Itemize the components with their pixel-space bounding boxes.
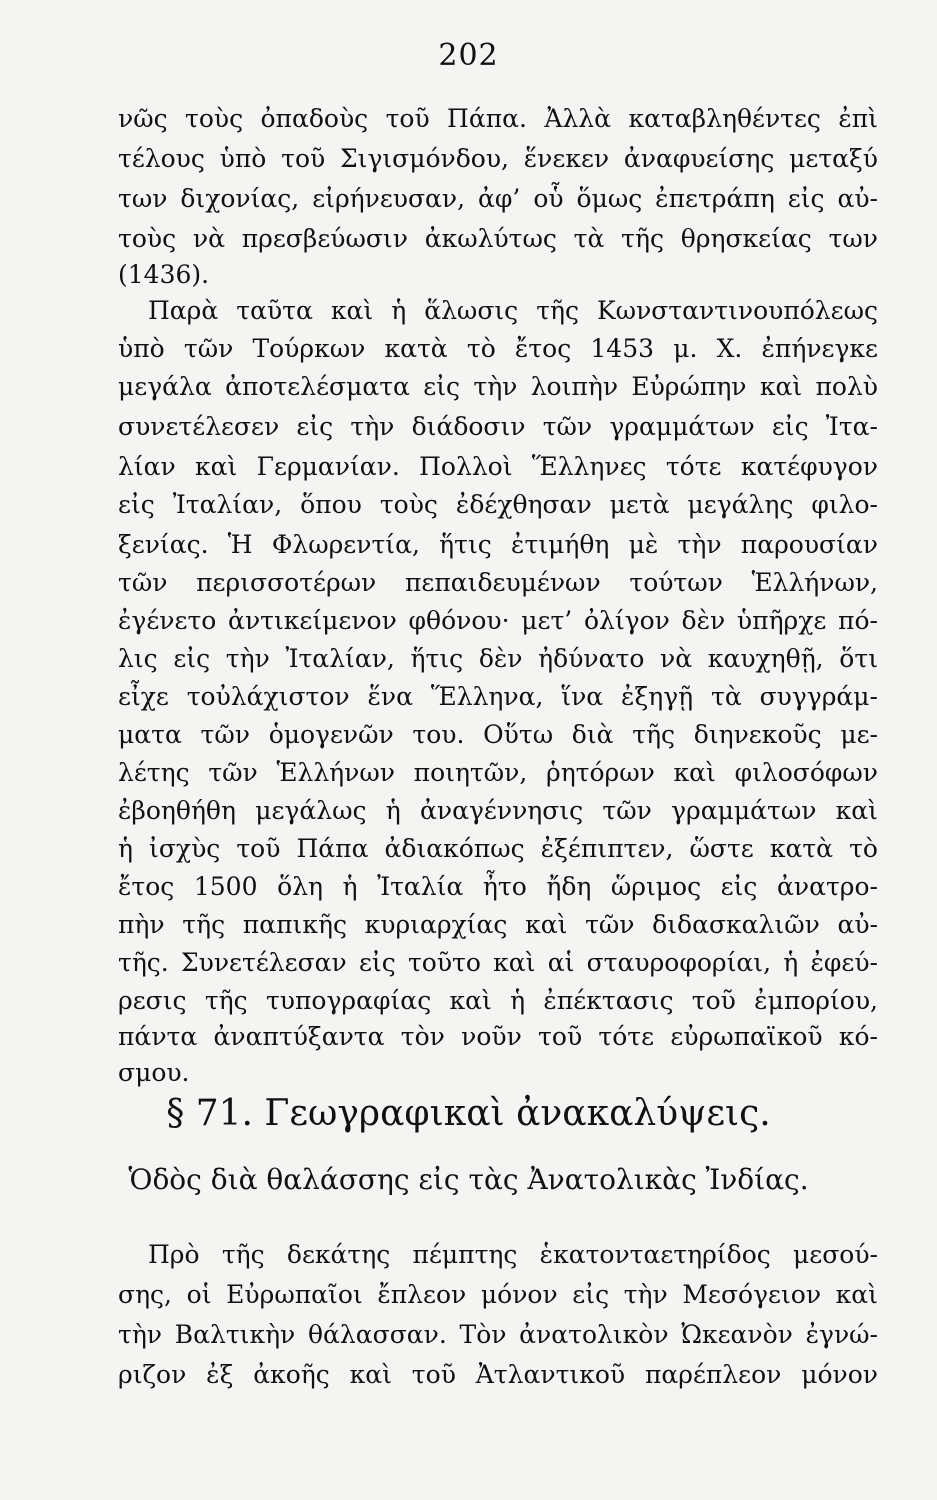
text-line: πάντα ἀναπτύξαντα τὸν νοῦν τοῦ τότε εὐρωπαϊκοῦ κό- (118, 1022, 878, 1051)
text-line: Πρὸ τῆς δεκάτης πέμπτης ἑκατονταετηρίδος μεσού- (148, 1240, 878, 1269)
text-line: λέτης τῶν Ἑλλήνων ποιητῶν, ῥητόρων καὶ φιλοσόφων (118, 758, 878, 787)
text-line: λίαν καὶ Γερμανίαν. Πολλοὶ Ἕλληνες τότε κατέφυγον (118, 452, 878, 481)
text-line: ξενίας. Ἡ Φλωρεντία, ἥτις ἐτιμήθη μὲ τὴν παρουσίαν (118, 530, 878, 559)
text-line: τὴν Βαλτικὴν θάλασσαν. Τὸν ἀνατολικὸν Ὠκεανὸν ἐγνώ- (118, 1320, 878, 1349)
section-subheading: Ὁδὸς διὰ θαλάσσης εἰς τὰς Ἀνατολικὰς Ἰνδίας. (128, 1163, 809, 1196)
text-line: τῆς. Συνετέλεσαν εἰς τοῦτο καὶ αἱ σταυροφορίαι, ἡ ἐφεύ- (118, 948, 878, 977)
text-line: ριζον ἐξ ἀκοῆς καὶ τοῦ Ἀτλαντικοῦ παρέπλεον μόνον (118, 1360, 878, 1389)
text-line: λις εἰς τὴν Ἰταλίαν, ἥτις δὲν ἠδύνατο νὰ καυχηθῇ, ὅτι (118, 644, 878, 673)
text-line: σης, οἱ Εὐρωπαῖοι ἔπλεον μόνον εἰς τὴν Μεσόγειον καὶ (118, 1280, 878, 1309)
text-line: τοὺς νὰ πρεσβεύωσιν ἀκωλύτως τὰ τῆς θρησκείας των (118, 224, 878, 253)
page-number: 202 (438, 38, 499, 73)
text-line: εἰς Ἰταλίαν, ὅπου τοὺς ἐδέχθησαν μετὰ μεγάλης φιλο- (118, 490, 878, 519)
text-line: σμου. (118, 1058, 190, 1087)
text-line: ματα τῶν ὁμογενῶν του. Οὕτω διὰ τῆς διηνεκοῦς με- (118, 720, 878, 749)
text-line: ὑπὸ τῶν Τούρκων κατὰ τὸ ἔτος 1453 μ. Χ. ἐπήνεγκε (118, 334, 878, 363)
text-line: ρεσις τῆς τυπογραφίας καὶ ἡ ἐπέκτασις τοῦ ἐμπορίου, (118, 986, 878, 1015)
text-line: νῶς τοὺς ὀπαδοὺς τοῦ Πάπα. Ἀλλὰ καταβληθέντες ἐπὶ (118, 104, 878, 133)
text-line: ἔτος 1500 ὅλη ἡ Ἰταλία ἦτο ἤδη ὥριμος εἰς ἀνατρο- (118, 872, 878, 901)
text-line: τῶν περισσοτέρων πεπαιδευμένων τούτων Ἑλλήνων, (118, 568, 878, 597)
text-line: τέλους ὑπὸ τοῦ Σιγισμόνδου, ἕνεκεν ἀναφυείσης μεταξύ (118, 144, 878, 173)
text-line: (1436). (118, 260, 210, 289)
text-line: εἶχε τοὐλάχιστον ἕνα Ἕλληνα, ἵνα ἐξηγῇ τὰ συγγράμ- (118, 682, 878, 711)
text-line: Παρὰ ταῦτα καὶ ἡ ἅλωσις τῆς Κωνσταντινουπόλεως (148, 296, 878, 325)
text-line: μεγάλα ἀποτελέσματα εἰς τὴν λοιπὴν Εὐρώπην καὶ πολὺ (118, 372, 878, 401)
text-line: πὴν τῆς παπικῆς κυριαρχίας καὶ τῶν διδασκαλιῶν αὐ- (118, 910, 878, 939)
text-line: ἐγένετο ἀντικείμενον φθόνου· μετ’ ὀλίγον δὲν ὑπῆρχε πό- (118, 606, 878, 635)
text-line: ἐβοηθήθη μεγάλως ἡ ἀναγέννησις τῶν γραμμάτων καὶ (118, 796, 878, 825)
text-line: συνετέλεσεν εἰς τὴν διάδοσιν τῶν γραμμάτων εἰς Ἰτα- (118, 412, 878, 441)
text-line: των διχονίας, εἰρήνευσαν, ἀφ’ οὗ ὅμως ἐπετράπη εἰς αὐ- (118, 184, 878, 213)
text-line: ἡ ἰσχὺς τοῦ Πάπα ἀδιακόπως ἐξέπιπτεν, ὥστε κατὰ τὸ (118, 834, 878, 863)
section-heading: § 71. Γεωγραφικαὶ ἀνακαλύψεις. (166, 1093, 771, 1134)
